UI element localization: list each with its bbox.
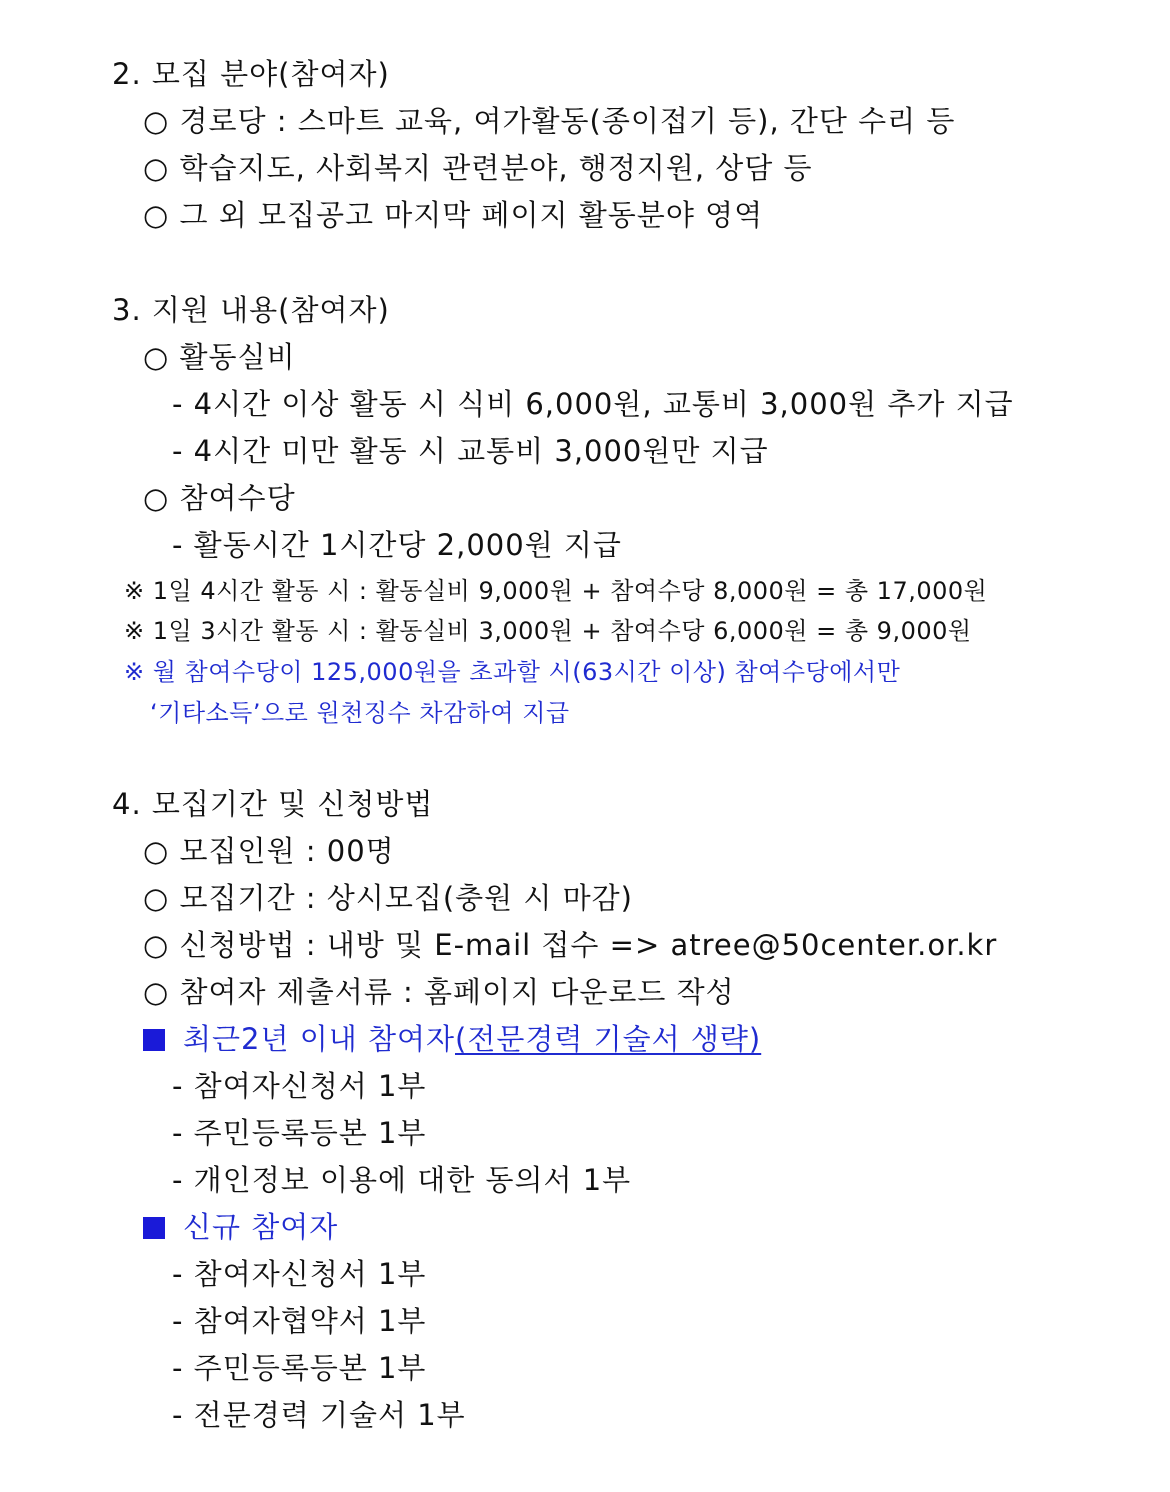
existing-participants-note: (전문경력 기술서 생략) (455, 1022, 762, 1056)
section-3-heading: 3. 지원 내용(참여자) (112, 293, 390, 327)
section-2-heading: 2. 모집 분야(참여자) (112, 57, 390, 91)
existing-participants-heading (143, 1022, 762, 1056)
allowance-label: ○ 참여수당 (143, 481, 296, 515)
expense-detail: - 4시간 미만 활동 시 교통비 3,000원만 지급 (172, 434, 769, 468)
tax-note-line-1: ※ 월 참여수당이 125,000원을 초과할 시(63시간 이상) 참여수당에서만 (124, 658, 901, 686)
section-4-item: ○ 모집인원 : 00명 (143, 834, 395, 868)
document-item: - 주민등록등본 1부 (172, 1116, 427, 1150)
section-2-item: ○ 경로당 : 스마트 교육, 여가활동(종이접기 등), 간단 수리 등 (143, 104, 956, 138)
example-note: ※ 1일 4시간 활동 시 : 활동실비 9,000원 + 참여수당 8,000원 = 총 17,000원 (124, 577, 988, 605)
document-item: - 주민등록등본 1부 (172, 1351, 427, 1385)
new-participants-label: 신규 참여자 (183, 1210, 339, 1244)
tax-note-line-2: ‘기타소득’으로 원천징수 차감하여 지급 (150, 699, 570, 727)
allowance-detail: - 활동시간 1시간당 2,000원 지급 (172, 528, 622, 562)
section-2-item: ○ 학습지도, 사회복지 관련분야, 행정지원, 상담 등 (143, 151, 813, 185)
square-bullet-icon (143, 1217, 165, 1239)
section-4-item: ○ 참여자 제출서류 : 홈페이지 다운로드 작성 (143, 975, 735, 1009)
expense-label: ○ 활동실비 (143, 340, 296, 374)
expense-detail: - 4시간 이상 활동 시 식비 6,000원, 교통비 3,000원 추가 지급 (172, 387, 1014, 421)
document-item: - 참여자신청서 1부 (172, 1069, 427, 1103)
existing-participants-label: 최근2년 이내 참여자 (183, 1022, 455, 1056)
new-participants-heading (143, 1210, 339, 1244)
document-item: - 참여자협약서 1부 (172, 1304, 427, 1338)
square-bullet-icon (143, 1029, 165, 1051)
section-4-item: ○ 모집기간 : 상시모집(충원 시 마감) (143, 881, 633, 915)
section-4-item: ○ 신청방법 : 내방 및 E-mail 접수 => atree@50center.or.kr (143, 928, 998, 962)
document-item: - 참여자신청서 1부 (172, 1257, 427, 1291)
document-item: - 개인정보 이용에 대한 동의서 1부 (172, 1163, 632, 1197)
section-4-heading: 4. 모집기간 및 신청방법 (112, 787, 434, 821)
document-item: - 전문경력 기술서 1부 (172, 1398, 466, 1432)
example-note: ※ 1일 3시간 활동 시 : 활동실비 3,000원 + 참여수당 6,000원 = 총 9,000원 (124, 617, 972, 645)
section-2-item: ○ 그 외 모집공고 마지막 페이지 활동분야 영역 (143, 198, 764, 232)
